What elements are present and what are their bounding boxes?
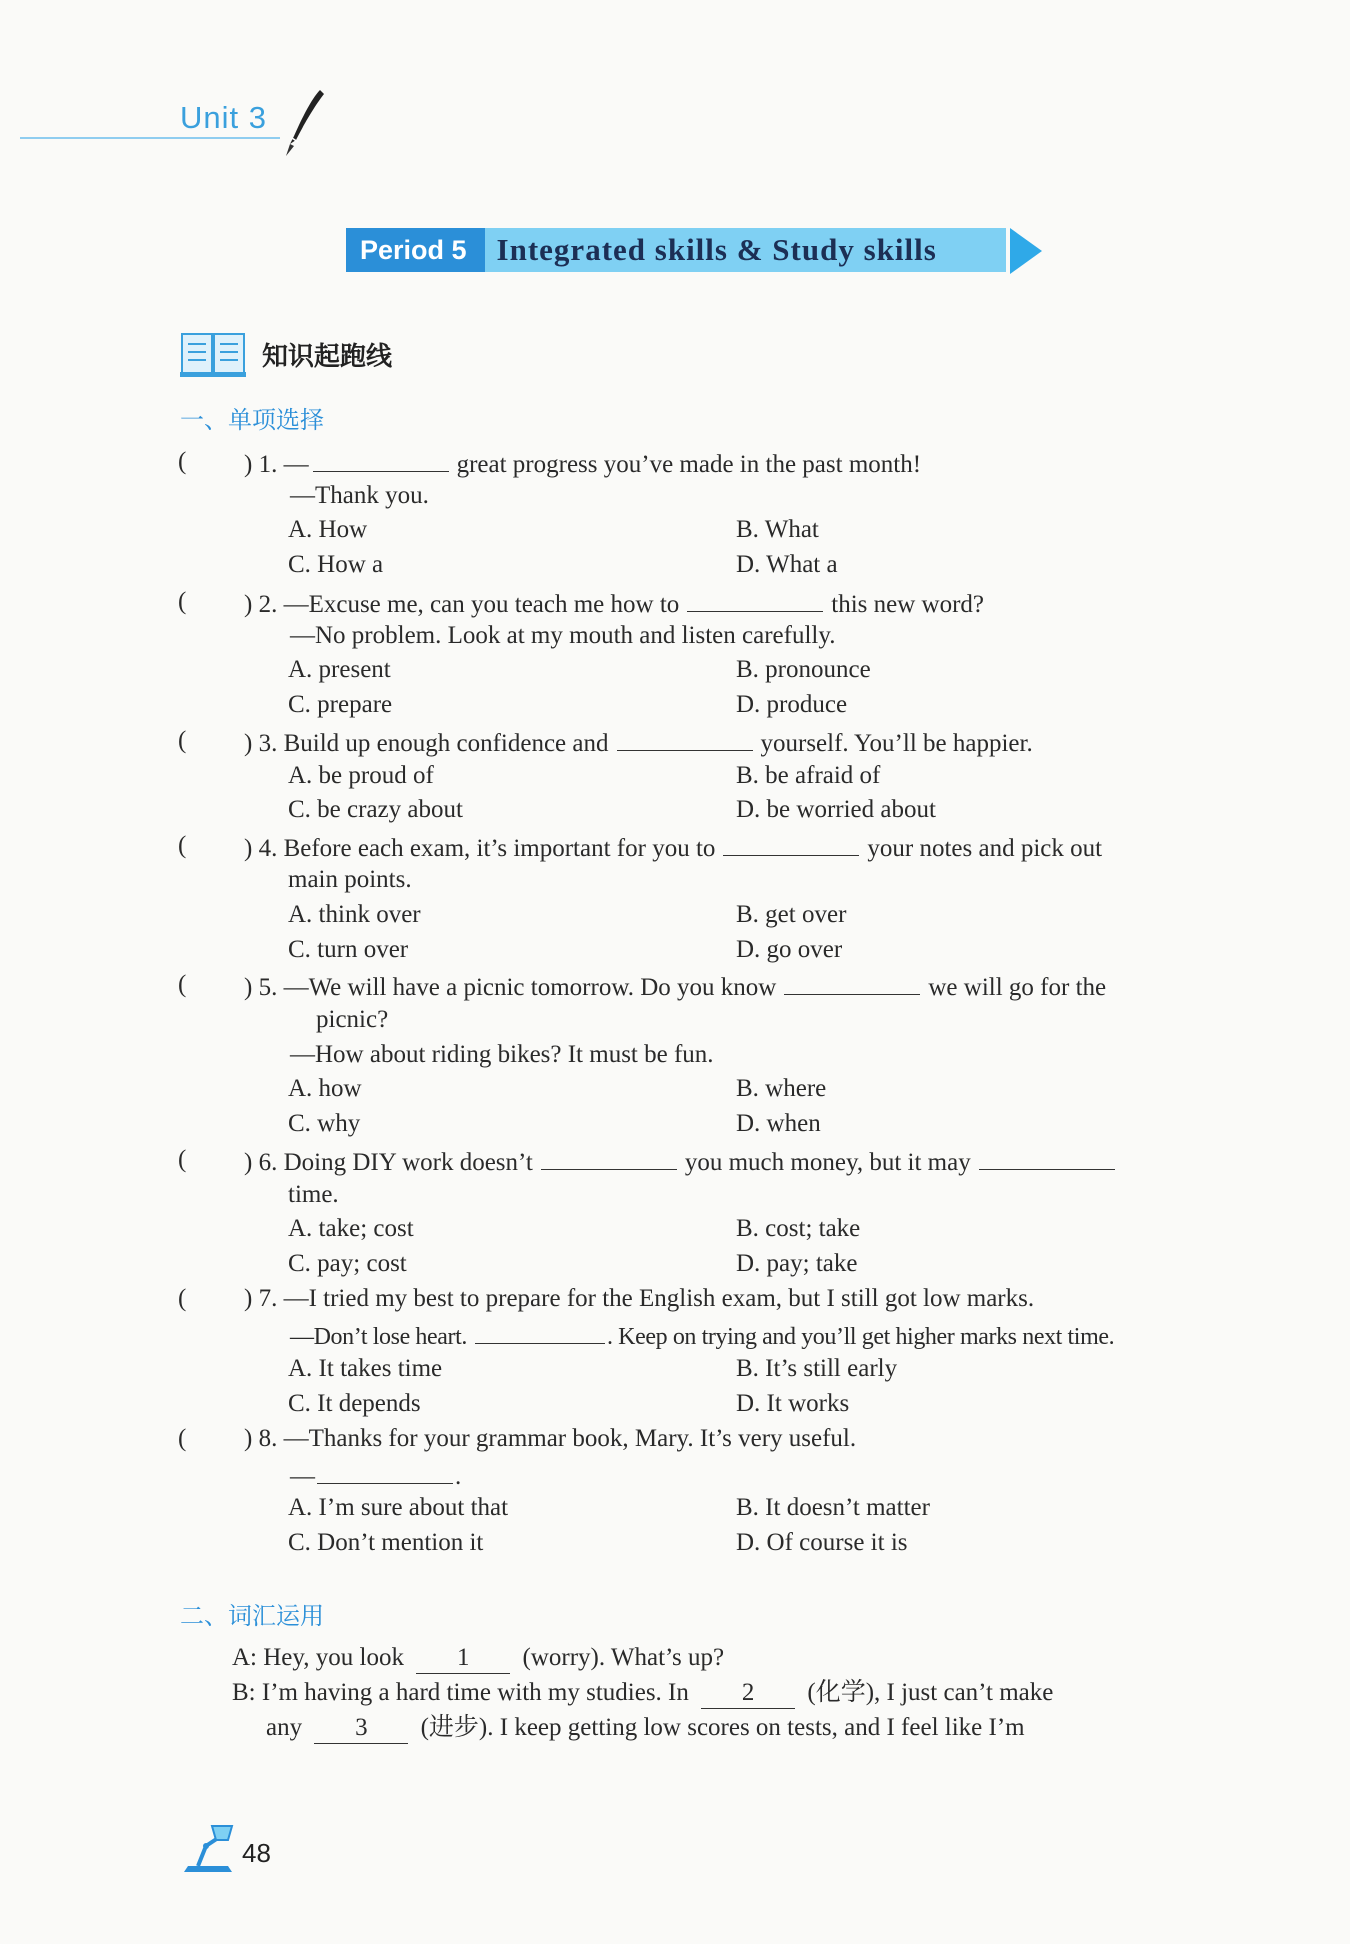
option-c: C. How a	[288, 551, 384, 578]
question-2: ) 2. —Excuse me, can you teach me how to this new word?	[244, 587, 984, 620]
question-3: ) 3. Build up enough confidence and yourself. You’ll be happier.	[244, 726, 1033, 759]
banner-arrow-icon	[1010, 228, 1044, 274]
dialogue-line-2: B: I’m having a hard time with my studies. In 2 (化学), I just can’t make	[232, 1678, 1053, 1709]
period-label: Period 5	[346, 228, 485, 272]
option-a: A. present	[288, 656, 391, 683]
option-a: A. be proud of	[288, 762, 434, 789]
question-4: ) 4. Before each exam, it’s important for you to your notes and pick out	[244, 831, 1102, 864]
answer-blank	[317, 1459, 453, 1484]
blank-number: 2	[701, 1678, 795, 1709]
question-7-reply: —Don’t lose heart. . Keep on trying and you’ll get higher marks next time.	[290, 1319, 1114, 1352]
option-b: B. get over	[736, 901, 847, 928]
option-a: A. It takes time	[288, 1355, 443, 1382]
option-b: B. be afraid of	[736, 762, 881, 789]
option-d: D. go over	[736, 936, 843, 963]
option-c: C. turn over	[288, 936, 409, 963]
page-number: 48	[242, 1838, 271, 1868]
option-c: C. It depends	[288, 1390, 421, 1417]
option-c: C. be crazy about	[288, 796, 463, 823]
section-title: 知识起跑线	[262, 341, 393, 372]
question-2-reply: —No problem. Look at my mouth and listen carefully.	[290, 622, 836, 649]
option-d: D. What a	[736, 551, 838, 578]
option-d: D. Of course it is	[736, 1529, 908, 1556]
dialogue-line-3: any 3 (进步). I keep getting low scores on tests, and I feel like I’m	[266, 1713, 1025, 1744]
answer-paren: (	[178, 832, 187, 859]
answer-blank	[313, 447, 449, 472]
answer-blank	[723, 831, 859, 856]
part1-heading: 一、单项选择	[180, 406, 324, 434]
question-5-cont: picnic?	[316, 1006, 389, 1033]
lamp-icon	[178, 1816, 238, 1876]
option-c: C. prepare	[288, 691, 393, 718]
answer-blank	[541, 1145, 677, 1170]
question-1-reply: —Thank you.	[290, 482, 429, 509]
answer-paren: (	[178, 588, 187, 615]
open-book-icon	[180, 330, 246, 378]
question-6: ) 6. Doing DIY work doesn’t you much money, but it may	[244, 1145, 1115, 1178]
question-6-cont: time.	[288, 1181, 339, 1208]
answer-paren: (	[178, 448, 187, 475]
answer-paren: (	[178, 727, 187, 754]
option-d: D. It works	[736, 1390, 850, 1417]
question-4-cont: main points.	[288, 866, 412, 893]
period-banner	[346, 228, 1006, 272]
pen-icon	[282, 88, 326, 158]
option-c: C. Don’t mention it	[288, 1529, 484, 1556]
question-5-reply: —How about riding bikes? It must be fun.	[290, 1041, 714, 1068]
question-1: ) 1. — great progress you’ve made in the past month!	[244, 447, 921, 480]
header-rule	[20, 137, 280, 139]
period-title: Integrated skills & Study skills	[496, 232, 937, 267]
answer-paren: (	[178, 1146, 187, 1173]
answer-blank	[617, 726, 753, 751]
blank-number: 3	[314, 1713, 408, 1744]
option-b: B. cost; take	[736, 1215, 861, 1242]
option-c: C. why	[288, 1110, 361, 1137]
blank-number: 1	[416, 1643, 510, 1674]
question-8: ) 8. —Thanks for your grammar book, Mary. It’s very useful.	[244, 1425, 857, 1452]
option-b: B. It’s still early	[736, 1355, 898, 1382]
answer-blank	[475, 1319, 605, 1344]
unit-title: Unit 3	[180, 100, 267, 135]
part2-heading: 二、词汇运用	[180, 1602, 324, 1630]
option-c: C. pay; cost	[288, 1250, 407, 1277]
answer-paren: (	[178, 971, 187, 998]
question-7: ) 7. —I tried my best to prepare for the English exam, but I still got low marks.	[244, 1285, 1035, 1312]
answer-blank	[687, 587, 823, 612]
option-b: B. where	[736, 1075, 827, 1102]
option-d: D. be worried about	[736, 796, 936, 823]
option-d: D. pay; take	[736, 1250, 858, 1277]
answer-paren: (	[178, 1285, 187, 1312]
question-5: ) 5. —We will have a picnic tomorrow. Do you know we will go for the	[244, 970, 1106, 1003]
option-d: D. produce	[736, 691, 848, 718]
option-a: A. take; cost	[288, 1215, 414, 1242]
option-b: B. It doesn’t matter	[736, 1494, 930, 1521]
option-b: B. What	[736, 516, 819, 543]
answer-blank	[979, 1145, 1115, 1170]
answer-paren: (	[178, 1425, 187, 1452]
question-8-reply: — .	[290, 1459, 461, 1492]
option-a: A. How	[288, 516, 368, 543]
option-d: D. when	[736, 1110, 821, 1137]
answer-blank	[784, 970, 920, 995]
section-header	[180, 330, 392, 378]
dialogue-line-1: A: Hey, you look 1 (worry). What’s up?	[232, 1643, 724, 1674]
option-b: B. pronounce	[736, 656, 871, 683]
option-a: A. how	[288, 1075, 362, 1102]
option-a: A. think over	[288, 901, 421, 928]
option-a: A. I’m sure about that	[288, 1494, 509, 1521]
